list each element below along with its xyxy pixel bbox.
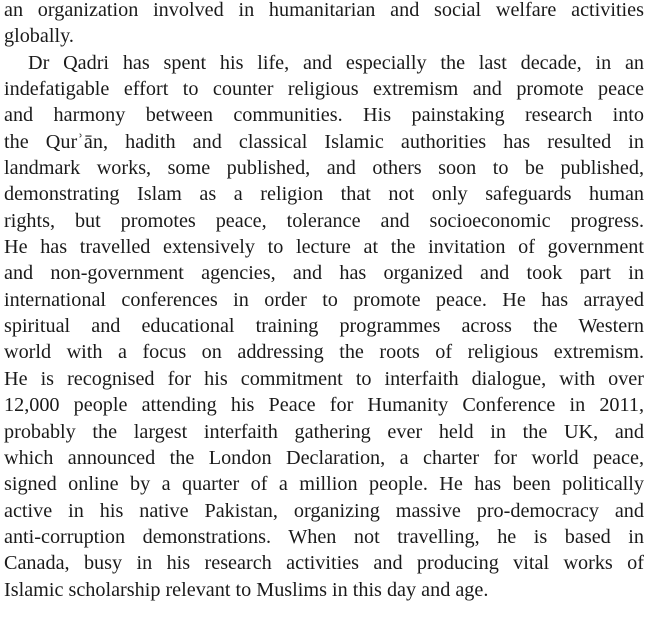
text-line: anti-corruption demonstrations. When not travelling, he is based in bbox=[4, 525, 644, 548]
text-line: the Qurʾān, hadith and classical Islamic authorities has resulted in bbox=[4, 130, 644, 153]
body-text bbox=[4, 0, 644, 603]
text-line: signed online by a quarter of a million people. He has been politically bbox=[4, 473, 644, 496]
text-line: 12,000 people attending his Peace for Humanity Conference in 2011, bbox=[4, 394, 644, 417]
text-line: demonstrating Islam as a religion that not only safeguards human bbox=[4, 183, 644, 206]
text-line: international conferences in order to promote peace. He has arrayed bbox=[4, 288, 644, 311]
text-line: indefatigable effort to counter religious extremism and promote peace bbox=[4, 78, 644, 101]
text-line: rights, but promotes peace, tolerance and socioeconomic progress. bbox=[4, 209, 644, 232]
text-line: spiritual and educational training programmes across the Western bbox=[4, 315, 644, 338]
text-line: an organization involved in humanitarian and social welfare activities bbox=[4, 0, 644, 21]
text-line: Islamic scholarship relevant to Muslims in this day and age. bbox=[4, 578, 489, 601]
text-line: and non-government agencies, and has organized and took part in bbox=[4, 262, 644, 285]
text-line: active in his native Pakistan, organizing massive pro-democracy and bbox=[4, 499, 644, 522]
text-line: world with a focus on addressing the roots of religious extremism. bbox=[4, 341, 644, 364]
text-line: Canada, busy in his research activities and producing vital works of bbox=[4, 552, 644, 575]
text-line: probably the largest interfaith gathering ever held in the UK, and bbox=[4, 420, 644, 443]
text-line: globally. bbox=[4, 25, 74, 48]
text-line: He has travelled extensively to lecture at the invitation of government bbox=[4, 236, 644, 259]
text-line: landmark works, some published, and others soon to be published, bbox=[4, 157, 644, 180]
text-line: Dr Qadri has spent his life, and especially the last decade, in an bbox=[28, 51, 644, 74]
text-line: and harmony between communities. His painstaking research into bbox=[4, 104, 644, 127]
text-line: which announced the London Declaration, a charter for world peace, bbox=[4, 446, 644, 469]
text-line: He is recognised for his commitment to interfaith dialogue, with over bbox=[4, 367, 644, 390]
